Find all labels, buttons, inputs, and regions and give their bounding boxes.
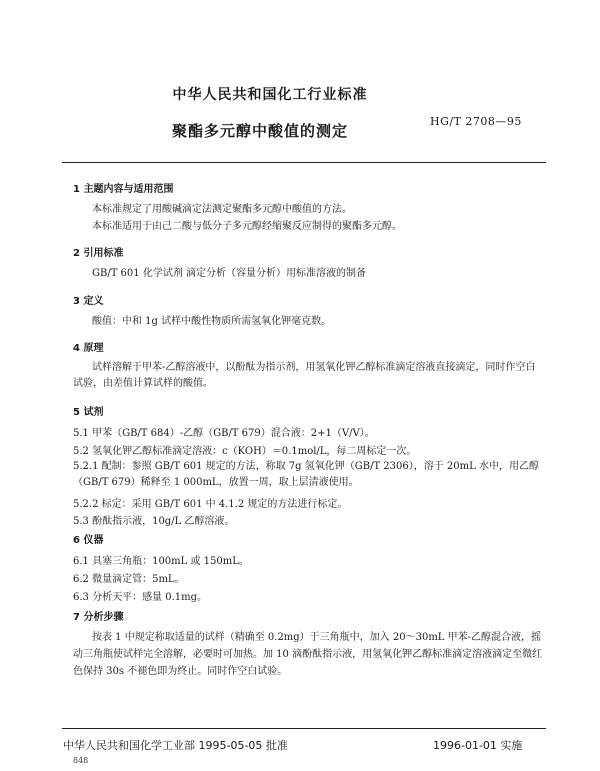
section-3-para-1: 酸值：中和 1g 试样中酸性物质所需氢氧化钾毫克数。 — [92, 316, 332, 327]
standard-number: HG/T 2708—95 — [430, 115, 522, 128]
section-6-item-3: 6.3 分析天平：感量 0.1mg。 — [73, 592, 208, 603]
section-5-item-5: 5.3 酚酞指示液，10g/L 乙醇溶液。 — [73, 516, 235, 527]
section-1-heading: 1 主题内容与适用范围 — [73, 184, 174, 195]
footer-rule — [62, 728, 546, 729]
section-1-para-2: 本标准适用于由己二酸与低分子多元醇经缩聚反应制得的聚酯多元醇。 — [92, 221, 402, 232]
section-4-heading: 4 原理 — [73, 343, 104, 354]
org-title: 中华人民共和国化工行业标准 — [172, 87, 368, 103]
section-6-item-1: 6.1 具塞三角瓶：100mL 或 150mL。 — [73, 556, 249, 567]
approval-line: 中华人民共和国化学工业部 1995-05-05 批准 — [63, 739, 288, 752]
document-title: 聚酯多元醇中酸值的测定 — [171, 122, 348, 140]
section-2-heading: 2 引用标准 — [73, 248, 124, 259]
section-5-item-4: 5.2.2 标定：采用 GB/T 601 中 4.1.2 规定的方法进行标定。 — [73, 499, 348, 510]
section-5-item-1: 5.1 甲苯（GB/T 684）-乙醇（GB/T 679）混合液：2+1（V/V）。 — [73, 428, 375, 439]
section-1-para-1: 本标准规定了用酸碱滴定法测定聚酯多元醇中酸值的方法。 — [92, 204, 352, 215]
page-number: 848 — [73, 756, 89, 765]
section-5-item-2: 5.2 氢氧化钾乙醇标准滴定溶液：c（KOH）＝0.1mol/L，每二周标定一次。 — [73, 446, 417, 457]
section-7-para-1: 按表 1 中规定称取适量的试样（精确至 0.2mg）于三角瓶中，加入 20～30mL 甲苯-乙醇混合液，摇动三角瓶使试样完全溶解，必要时可加热。加 10 滴酚酞指示液，用氢氧化钾乙醇标准滴定溶液滴定至微红色保持 30s 不褪色即为终止。同时作空白试验。 — [73, 632, 543, 677]
section-6-item-2: 6.2 微量滴定管：5mL。 — [73, 574, 185, 585]
implementation-date: 1996-01-01 实施 — [433, 739, 523, 752]
header-rule — [62, 162, 546, 163]
section-7-heading: 7 分析步骤 — [73, 612, 124, 623]
section-5-item-3: 5.2.1 配制：参照 GB/T 601 规定的方法，称取 7g 氢氧化钾（GB/T 2306），溶于 20mL 水中，用乙醇（GB/T 679）稀释至 1 000mL，放置一周，取上层清液使用。 — [73, 461, 539, 488]
section-3-heading: 3 定义 — [73, 296, 104, 307]
section-6-heading: 6 仪器 — [73, 535, 104, 546]
section-2-para-1: GB/T 601 化学试剂 滴定分析（容量分析）用标准溶液的制备 — [92, 268, 366, 279]
section-4-para-1: 试样溶解于甲苯-乙醇溶液中，以酚酞为指示剂，用氢氧化钾乙醇标准滴定溶液直接滴定，同时作空白试验，由差值计算试样的酸值。 — [73, 362, 536, 389]
section-5-heading: 5 试剂 — [73, 407, 104, 418]
